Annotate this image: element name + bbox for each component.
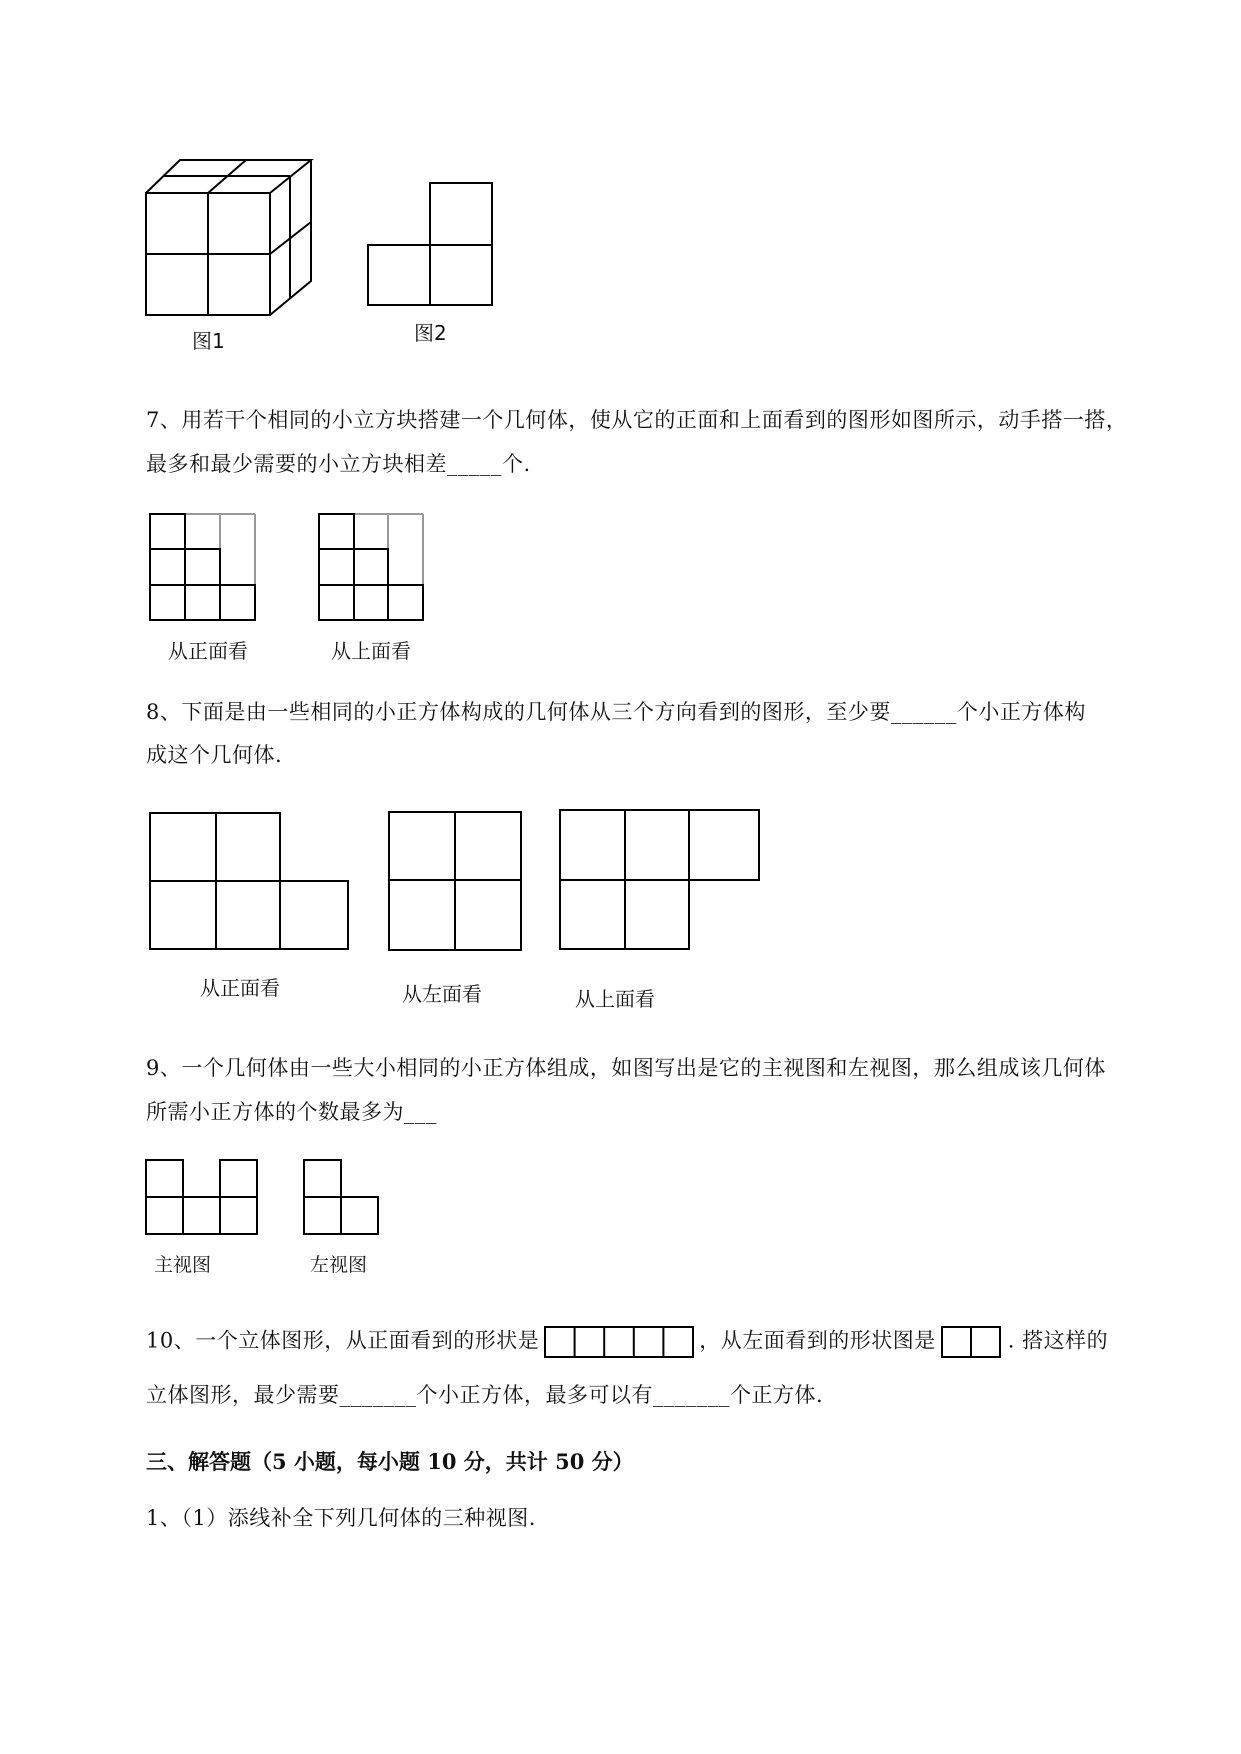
section-3-heading: 三、解答题（5 小题，每小题 10 分，共计 50 分） (146, 1449, 634, 1474)
q9-text-line-1: 9、一个几何体由一些大小相同的小正方体组成，如图写出是它的主视图和左视图，那么组成该几何体 (146, 1056, 1106, 1080)
q10-part-c: . 搭这样的 (1007, 1328, 1109, 1353)
q10-left-shape (940, 1325, 1004, 1359)
q8-top-caption: 从上面看 (575, 987, 655, 1011)
q7-front-caption: 从正面看 (168, 639, 248, 663)
figure-1-label: 图1 (192, 329, 225, 353)
q10-front-shape (543, 1325, 695, 1359)
q9-left-caption: 左视图 (310, 1254, 368, 1276)
answer-1-text: 1、（1）添线补全下列几何体的三种视图. (146, 1506, 536, 1530)
q7-text-line-1: 7、用若干个相同的小立方块搭建一个几何体，使从它的正面和上面看到的图形如图所示，动手搭一搭， (146, 408, 1128, 432)
figure-2-label: 图2 (414, 321, 447, 345)
q10-part-a: 10、一个立体图形，从正面看到的形状是 (146, 1328, 540, 1353)
q10-text-line-1 (146, 1325, 1108, 1359)
q10-part-b: ，从左面看到的形状图是 (699, 1328, 936, 1353)
q8-text-line-1: 8、下面是由一些相同的小正方体构成的几何体从三个方向看到的图形，至少要______个小正方体构 (146, 700, 1086, 724)
q10-text-line-2: 立体图形，最少需要_______个小正方体，最多可以有_______个正方体. (146, 1383, 824, 1407)
q9-text-line-2: 所需小正方体的个数最多为___ (146, 1100, 437, 1124)
q8-left-caption: 从左面看 (402, 982, 482, 1006)
q7-top-caption: 从上面看 (331, 639, 411, 663)
q7-text-line-2: 最多和最少需要的小立方块相差_____个. (146, 452, 531, 476)
q9-main-caption: 主视图 (154, 1254, 212, 1276)
q8-front-caption: 从正面看 (200, 976, 280, 1000)
q8-text-line-2: 成这个几何体. (146, 743, 283, 767)
